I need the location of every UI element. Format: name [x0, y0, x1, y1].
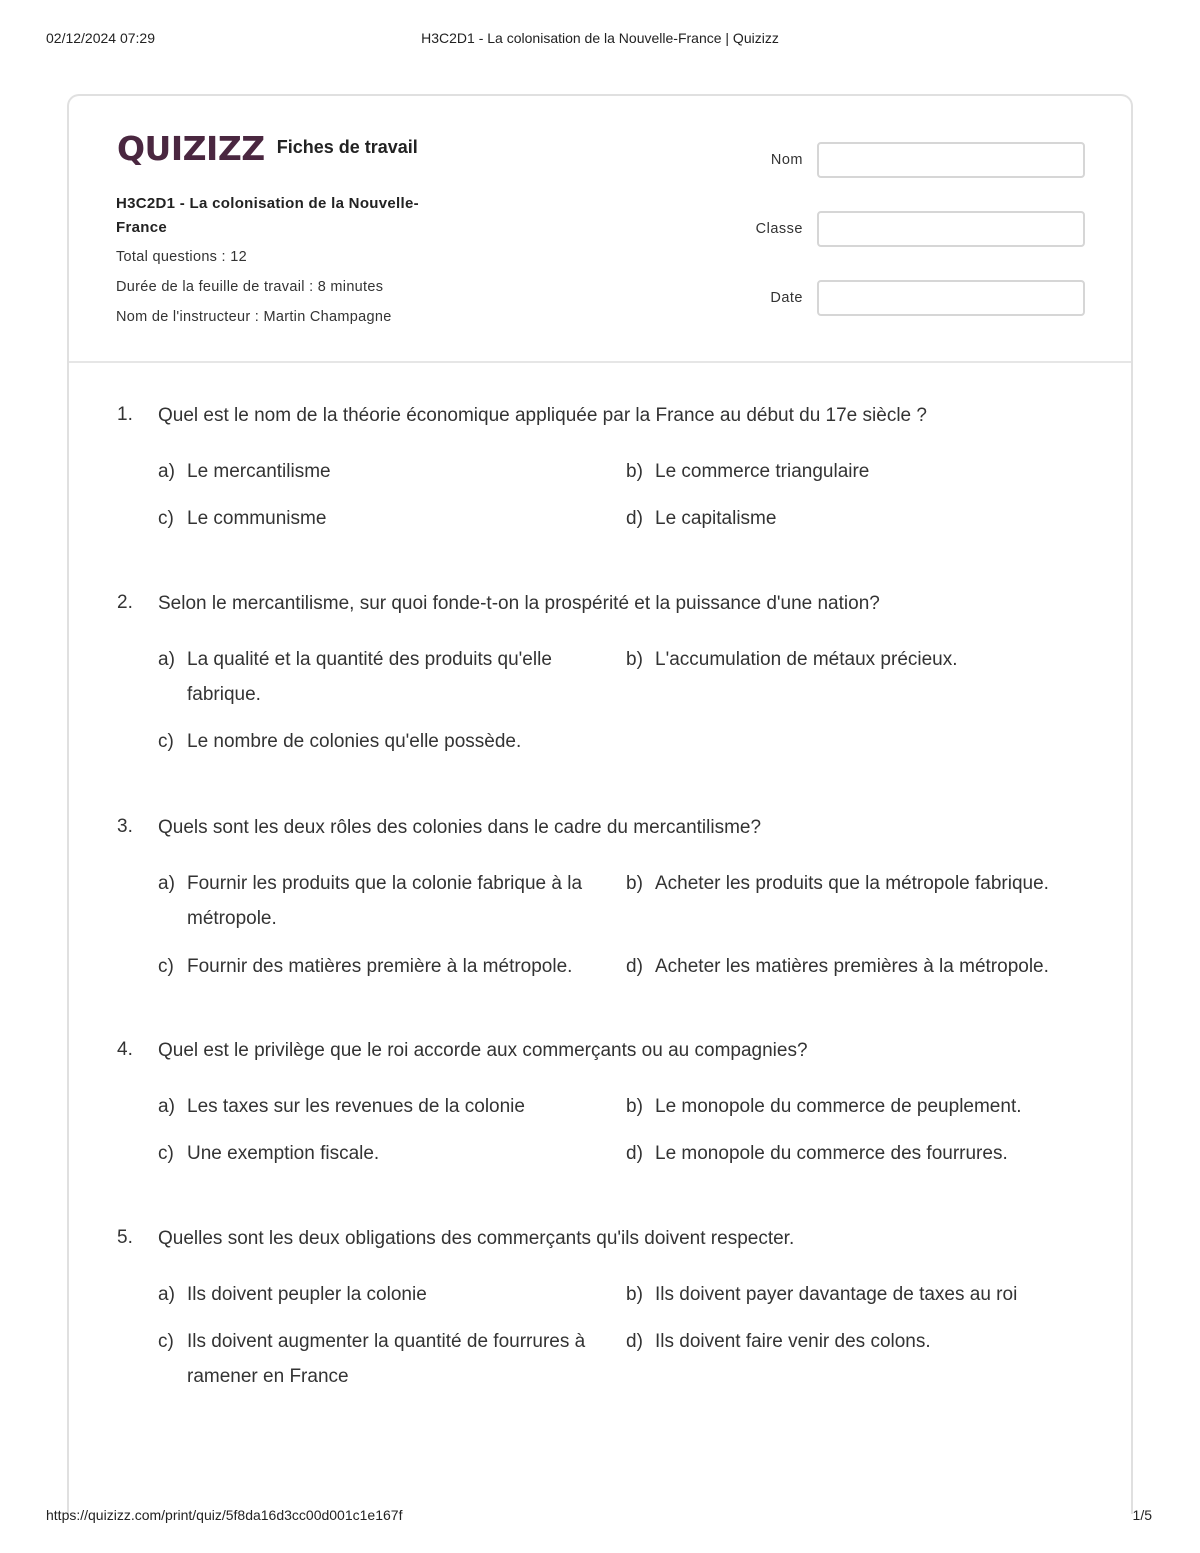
date-label: Date [770, 290, 803, 306]
answer-option-d [626, 501, 1086, 536]
answer-option-c [158, 501, 618, 536]
answer-option-b [626, 454, 1086, 489]
answer-option-a [158, 454, 618, 489]
option-text: Ils doivent peupler la colonie [187, 1284, 427, 1305]
page-number: 1/5 [1132, 1507, 1152, 1523]
option-text: Les taxes sur les revenues de la colonie [187, 1096, 525, 1117]
answer-option-c [158, 1324, 618, 1394]
option-text: Ils doivent payer davantage de taxes au roi [655, 1284, 1018, 1305]
quizizz-logo: QUIZIZZ [117, 129, 265, 168]
option-letter: b) [626, 873, 643, 894]
instructor-name: Nom de l'instructeur : Martin Champagne [116, 309, 392, 325]
question-number: 1. [117, 404, 133, 425]
option-text: Le mercantilisme [187, 461, 331, 482]
name-field-row [729, 142, 1089, 178]
print-datetime: 02/12/2024 07:29 [46, 30, 155, 46]
question-number: 5. [117, 1227, 133, 1248]
option-letter: c) [158, 1143, 174, 1164]
answer-option-a [158, 1089, 618, 1124]
total-questions: Total questions : 12 [116, 249, 247, 265]
option-text: Acheter les matières premières à la métropole. [655, 956, 1049, 977]
worksheet-duration: Durée de la feuille de travail : 8 minutes [116, 279, 384, 295]
answer-option-b [626, 866, 1086, 901]
class-input[interactable] [817, 211, 1085, 247]
option-text: L'accumulation de métaux précieux. [655, 649, 958, 670]
answer-option-b [626, 1277, 1086, 1312]
option-letter: d) [626, 1331, 643, 1352]
option-text: Une exemption fiscale. [187, 1143, 380, 1164]
option-letter: b) [626, 649, 643, 670]
option-letter: d) [626, 956, 643, 977]
brand-subtitle: Fiches de travail [276, 137, 418, 157]
option-text: La qualité et la quantité des produits qu'elle fabrique. [187, 649, 552, 705]
option-text: Le monopole du commerce de peuplement. [655, 1096, 1022, 1117]
print-title: H3C2D1 - La colonisation de la Nouvelle-France | Quizizz [421, 30, 779, 46]
print-footer [0, 1507, 1200, 1527]
worksheet [67, 94, 1133, 1514]
question-text: Quel est le privilège que le roi accorde aux commerçants ou au compagnies? [158, 1040, 808, 1061]
date-field-row [729, 280, 1089, 316]
option-letter: a) [158, 1284, 175, 1305]
answer-option-c [158, 724, 618, 759]
question-text: Selon le mercantilisme, sur quoi fonde-t-on la prospérité et la puissance d'une nation? [158, 593, 880, 614]
option-letter: d) [626, 508, 643, 529]
class-label: Classe [755, 221, 803, 237]
answer-option-c [158, 949, 618, 984]
question-number: 3. [117, 816, 133, 837]
answer-option-d [626, 949, 1086, 984]
option-letter: c) [158, 731, 174, 752]
option-letter: c) [158, 508, 174, 529]
answer-option-b [626, 1089, 1086, 1124]
option-text: Le commerce triangulaire [655, 461, 870, 482]
answer-option-a [158, 866, 618, 936]
answer-option-a [158, 1277, 618, 1312]
option-text: Le nombre de colonies qu'elle possède. [187, 731, 522, 752]
option-text: Ils doivent augmenter la quantité de fourrures à ramener en France [187, 1331, 586, 1387]
option-letter: c) [158, 1331, 174, 1352]
class-field-row [729, 211, 1089, 247]
option-letter: b) [626, 1096, 643, 1117]
name-label: Nom [770, 152, 803, 168]
option-letter: b) [626, 461, 643, 482]
option-text: Fournir les produits que la colonie fabrique à la métropole. [187, 873, 583, 929]
print-header [0, 30, 1200, 50]
option-text: Le monopole du commerce des fourrures. [655, 1143, 1008, 1164]
option-text: Le communisme [187, 508, 327, 529]
worksheet-header [69, 96, 1131, 363]
question-text: Quelles sont les deux obligations des commerçants qu'ils doivent respecter. [158, 1228, 795, 1249]
quiz-title: H3C2D1 - La colonisation de la Nouvelle-France [116, 195, 419, 236]
answer-option-d [626, 1324, 1086, 1359]
option-letter: a) [158, 873, 175, 894]
option-letter: a) [158, 649, 175, 670]
option-letter: d) [626, 1143, 643, 1164]
option-text: Ils doivent faire venir des colons. [655, 1331, 931, 1352]
question-text: Quel est le nom de la théorie économique appliquée par la France au début du 17e siècle ? [158, 405, 927, 426]
option-letter: a) [158, 1096, 175, 1117]
print-url: https://quizizz.com/print/quiz/5f8da16d3cc00d001c1e167f [46, 1507, 403, 1523]
question-number: 4. [117, 1039, 133, 1060]
name-input[interactable] [817, 142, 1085, 178]
option-letter: a) [158, 461, 175, 482]
question-text: Quels sont les deux rôles des colonies dans le cadre du mercantilisme? [158, 817, 762, 838]
option-letter: b) [626, 1284, 643, 1305]
brand [117, 129, 418, 168]
option-text: Acheter les produits que la métropole fabrique. [655, 873, 1049, 894]
answer-option-c [158, 1136, 618, 1171]
date-input[interactable] [817, 280, 1085, 316]
option-text: Le capitalisme [655, 508, 777, 529]
question-number: 2. [117, 592, 133, 613]
answer-option-d [626, 1136, 1086, 1171]
quiz-info [116, 192, 456, 332]
option-letter: c) [158, 956, 174, 977]
answer-option-a [158, 642, 618, 712]
answer-option-b [626, 642, 1086, 677]
option-text: Fournir des matières première à la métropole. [187, 956, 573, 977]
